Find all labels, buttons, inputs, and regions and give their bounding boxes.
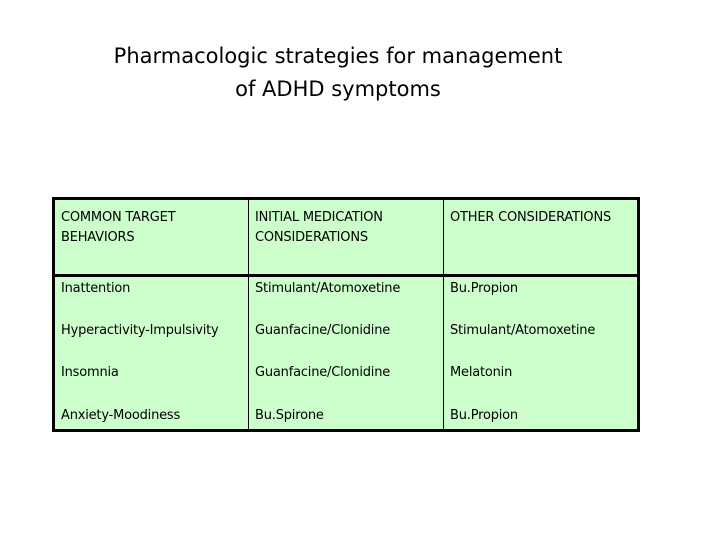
header-other-considerations: OTHER CONSIDERATIONS bbox=[444, 199, 639, 276]
cell-other-consideration: Bu.Propion bbox=[444, 276, 639, 319]
cell-initial-medication: Guanfacine/Clonidine bbox=[249, 361, 444, 404]
cell-behavior: Insomnia bbox=[54, 361, 249, 404]
header-common-target-behaviors: COMMON TARGET BEHAVIORS bbox=[54, 199, 249, 276]
cell-behavior: Hyperactivity-Impulsivity bbox=[54, 319, 249, 362]
table-row bbox=[54, 276, 639, 319]
table-header-row bbox=[54, 199, 639, 276]
slide-title-line-2: of ADHD symptoms bbox=[235, 77, 441, 101]
cell-other-consideration: Melatonin bbox=[444, 361, 639, 404]
table-row bbox=[54, 319, 639, 362]
slide-title-line-1: Pharmacologic strategies for management bbox=[113, 44, 563, 68]
cell-behavior: Anxiety-Moodiness bbox=[54, 404, 249, 431]
cell-initial-medication: Guanfacine/Clonidine bbox=[249, 319, 444, 362]
strategies-table bbox=[52, 197, 640, 432]
slide-title bbox=[0, 40, 676, 106]
cell-behavior: Inattention bbox=[54, 276, 249, 319]
table-row bbox=[54, 361, 639, 404]
cell-other-consideration: Bu.Propion bbox=[444, 404, 639, 431]
cell-other-consideration: Stimulant/Atomoxetine bbox=[444, 319, 639, 362]
cell-initial-medication: Bu.Spirone bbox=[249, 404, 444, 431]
cell-initial-medication: Stimulant/Atomoxetine bbox=[249, 276, 444, 319]
table-row bbox=[54, 404, 639, 431]
header-initial-medication-considerations: INITIAL MEDICATION CONSIDERATIONS bbox=[249, 199, 444, 276]
